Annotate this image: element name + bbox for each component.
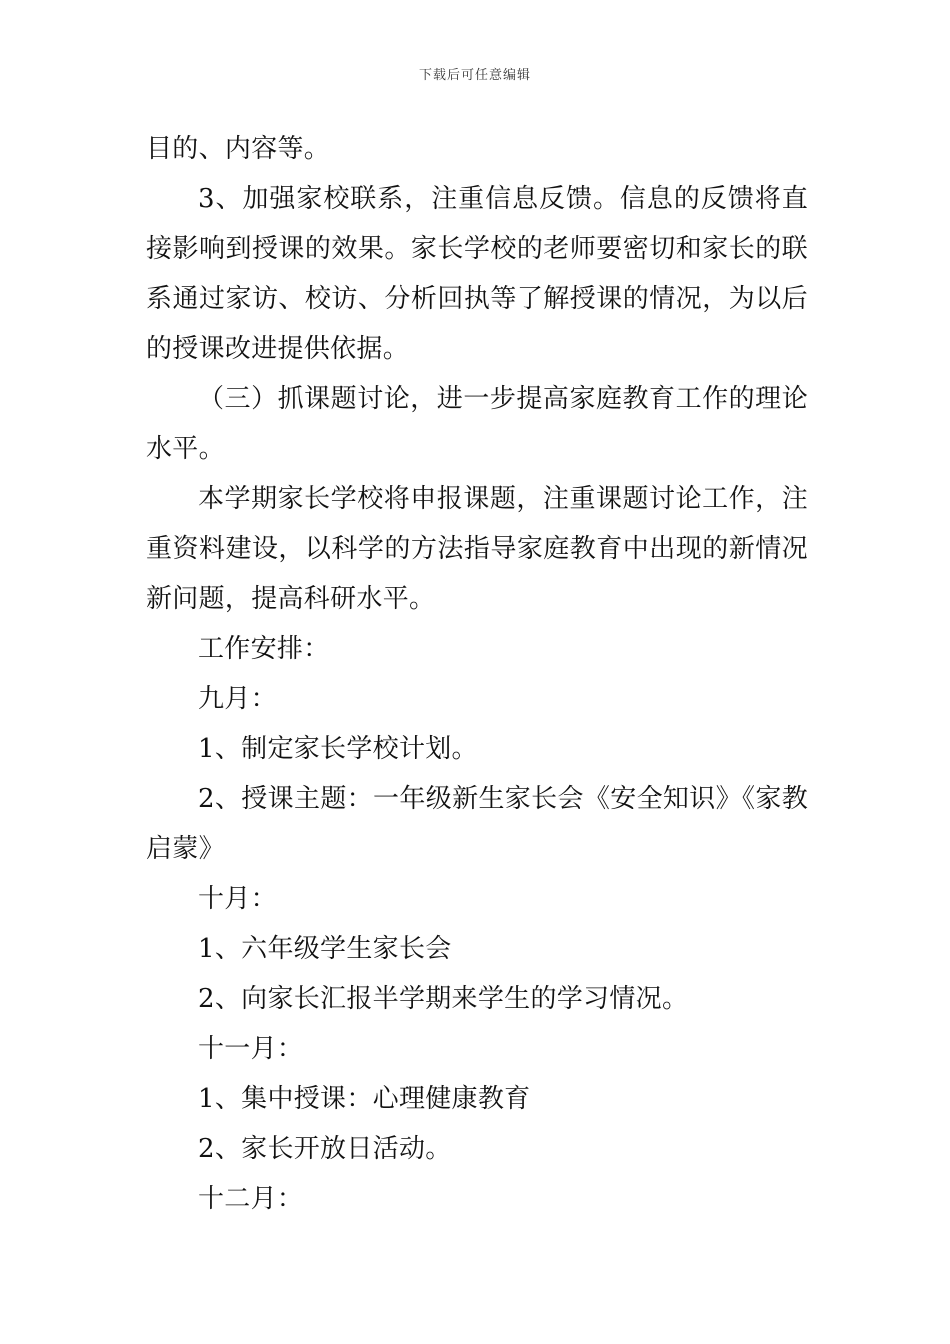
paragraph: 本学期家长学校将申报课题，注重课题讨论工作，注重资料建设，以科学的方法指导家庭教育中出现的新情况新问题，提高科研水平。 xyxy=(146,484,808,614)
month-label: 十一月： xyxy=(198,1034,304,1064)
page-header-note: 下载后可任意编辑 xyxy=(418,68,531,83)
month-label: 十月： xyxy=(198,884,277,914)
month-label: 十二月： xyxy=(198,1184,304,1214)
month-label: 九月： xyxy=(198,684,277,714)
list-item: 1、集中授课：心理健康教育 xyxy=(198,1084,531,1114)
list-item: 2、向家长汇报半学期来学生的学习情况。 xyxy=(198,984,689,1014)
schedule-heading: 工作安排： xyxy=(198,634,330,664)
list-item: 1、六年级学生家长会 xyxy=(198,934,452,964)
document-body xyxy=(146,124,808,1224)
paragraph: 目的、内容等。 xyxy=(146,134,331,164)
section-heading: （三）抓课题讨论，进一步提高家庭教育工作的理论水平。 xyxy=(146,384,808,464)
list-item: 2、家长开放日活动。 xyxy=(198,1134,452,1164)
paragraph: 3、加强家校联系，注重信息反馈。信息的反馈将直接影响到授课的效果。家长学校的老师要密切和家长的联系通过家访、校访、分析回执等了解授课的情况，为以后的授课改进提供依据。 xyxy=(146,184,808,364)
list-item: 1、制定家长学校计划。 xyxy=(198,734,478,764)
list-item: 2、授课主题：一年级新生家长会《安全知识》《家教启蒙》 xyxy=(146,784,808,864)
